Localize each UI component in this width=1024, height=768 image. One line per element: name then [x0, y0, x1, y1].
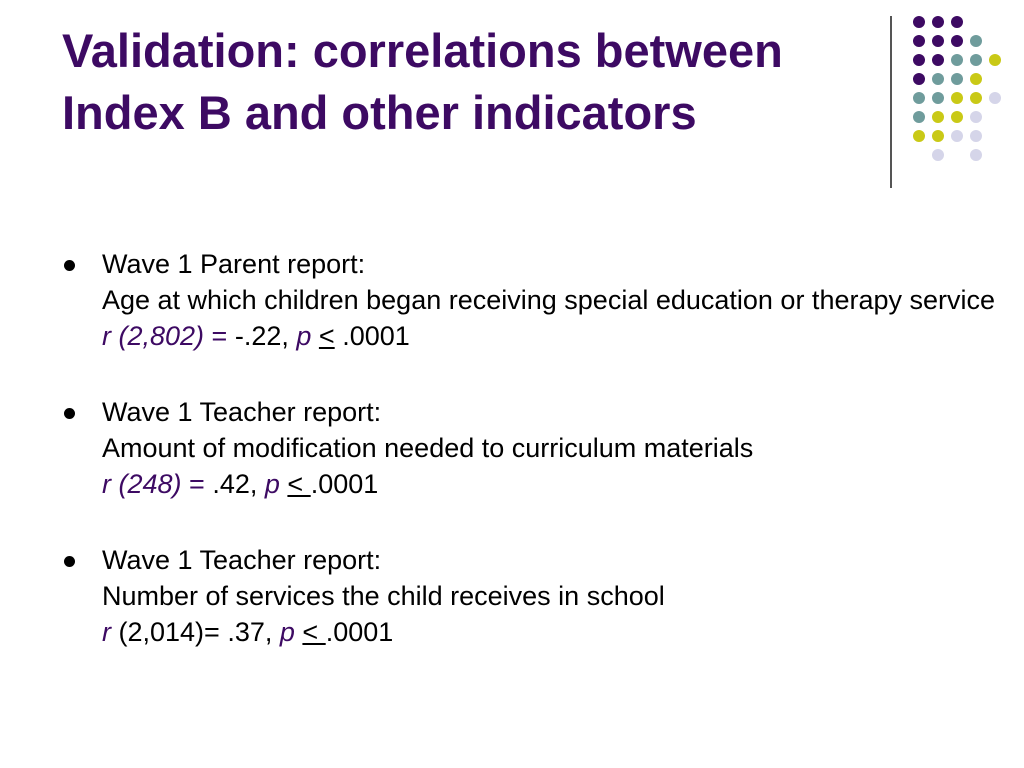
- p-value: .0001: [325, 617, 394, 647]
- decor-dot: [970, 111, 982, 123]
- correlation-stat: [102, 614, 1002, 650]
- bullet-list: [62, 246, 1002, 690]
- r-value: .37,: [227, 617, 280, 647]
- p-label: p: [279, 617, 295, 647]
- decor-dot: [951, 111, 963, 123]
- equals-sign: =: [204, 321, 235, 351]
- r-label: r (2,802): [102, 321, 205, 351]
- decor-dot: [970, 54, 982, 66]
- bullet-description: Age at which children began receiving special education or therapy service: [102, 285, 996, 315]
- slide-title: Validation: correlations between Index B and other indicators: [62, 24, 783, 139]
- p-value: .0001: [334, 321, 410, 351]
- decor-dot: [970, 35, 982, 47]
- decor-dot: [913, 73, 925, 85]
- bullet-dot-icon: [64, 408, 75, 419]
- bullet-dot-icon: [64, 556, 75, 567]
- r-value: -.22,: [234, 321, 297, 351]
- decor-dot: [951, 92, 963, 104]
- less-equal-symbol: <: [287, 469, 311, 499]
- r-label: r (248): [102, 469, 182, 499]
- decor-dot: [913, 111, 925, 123]
- correlation-stat: [102, 318, 1002, 354]
- decor-dot: [932, 130, 944, 142]
- correlation-stat: [102, 466, 1002, 502]
- equals-sign: =: [181, 469, 213, 499]
- bullet-heading: Wave 1 Parent report:: [102, 249, 366, 279]
- decor-dot: [913, 92, 925, 104]
- decor-dot: [951, 130, 963, 142]
- bullet-heading: Wave 1 Teacher report:: [102, 545, 382, 575]
- bullet-item-teacher-services: [62, 542, 1002, 650]
- decor-dot: [932, 73, 944, 85]
- decor-dot: [932, 16, 944, 28]
- decor-dot: [951, 54, 963, 66]
- decor-dot: [951, 16, 963, 28]
- p-value: .0001: [310, 469, 379, 499]
- equals-sign: (2,014)=: [111, 617, 228, 647]
- decor-dot: [913, 130, 925, 142]
- decor-dot: [913, 16, 925, 28]
- decor-dot: [951, 35, 963, 47]
- decor-dot: [932, 92, 944, 104]
- decor-dot: [932, 149, 944, 161]
- bullet-item-parent-report: [62, 246, 1002, 354]
- decor-dot: [970, 73, 982, 85]
- r-value: .42,: [212, 469, 265, 499]
- decor-dot: [913, 54, 925, 66]
- bullet-heading: Wave 1 Teacher report:: [102, 397, 382, 427]
- decor-dot: [989, 54, 1001, 66]
- bullet-dot-icon: [64, 260, 75, 271]
- p-label: p: [264, 469, 280, 499]
- bullet-description: Number of services the child receives in school: [102, 581, 665, 611]
- decor-dot: [970, 130, 982, 142]
- decor-dot: [932, 111, 944, 123]
- less-equal-symbol: <: [302, 617, 326, 647]
- decor-dot: [970, 92, 982, 104]
- decorative-dot-grid: [0, 0, 1024, 200]
- decor-dot: [989, 92, 1001, 104]
- decor-dot: [951, 73, 963, 85]
- decor-dot: [932, 54, 944, 66]
- decor-dot: [932, 35, 944, 47]
- bullet-item-teacher-modification: [62, 394, 1002, 502]
- r-label: r: [102, 617, 111, 647]
- decor-dot: [970, 149, 982, 161]
- bullet-description: Amount of modification needed to curriculum materials: [102, 433, 754, 463]
- p-label: p: [296, 321, 312, 351]
- less-equal-symbol: <: [318, 321, 335, 351]
- decor-dot: [913, 35, 925, 47]
